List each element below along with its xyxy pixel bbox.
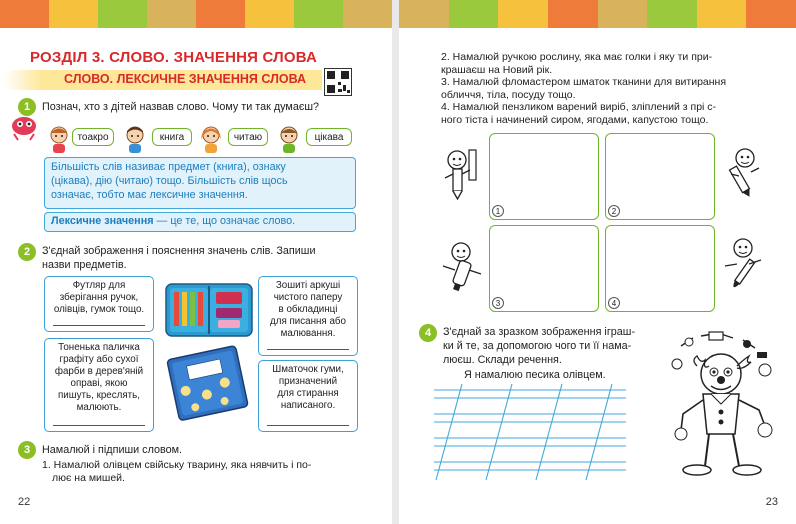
stripe-segment [399, 0, 449, 28]
answer-line[interactable] [53, 325, 145, 326]
clown-with-toys-illustration [661, 330, 787, 482]
pencil-character-icon [439, 148, 483, 200]
drawing-frame-2[interactable] [605, 133, 715, 220]
frame-number: 2 [608, 205, 620, 217]
qr-code-icon[interactable] [324, 68, 352, 96]
color-stripe [0, 0, 392, 28]
list-line: ного тіста і начинений сиром, ягодами, капустою тощо. [441, 113, 709, 126]
color-stripe [399, 0, 796, 28]
task1-text: Познач, хто з дітей назвав слово. Чому ти так думаєш? [42, 101, 320, 113]
right-page [399, 0, 796, 524]
info-line: Більшість слів називає предмет (книга), ознаку [51, 161, 286, 173]
stripe-segment [746, 0, 796, 28]
card-line: олівців, гумок тощо. [53, 304, 145, 315]
card-line: оправі, якою [70, 378, 128, 389]
task-number-1: 1 [18, 98, 36, 116]
definition-card-pencil[interactable] [44, 338, 154, 432]
marker-character-icon [439, 240, 485, 294]
card-line: в обкладинці [278, 304, 338, 315]
left-page [0, 0, 392, 524]
answer-line[interactable] [267, 425, 349, 426]
stripe-segment [647, 0, 697, 28]
stripe-segment [343, 0, 392, 28]
task4-line: З'єднай за зразком зображення іграш- [443, 326, 636, 338]
info-line: (цікава), дію (читаю) тощо. Більшість слів щось [51, 175, 288, 187]
sample-sentence: Я намалюю песика олівцем. [464, 369, 606, 381]
card-line: для стирання [277, 388, 339, 399]
boy-icon [122, 124, 148, 154]
definition-term: Лексичне значення [51, 215, 154, 227]
definition-card-eraser[interactable] [258, 360, 358, 432]
subtitle: СЛОВО. ЛЕКСИЧНЕ ЗНАЧЕННЯ СЛОВА [64, 72, 307, 86]
task3-text: Намалюй і підпиши словом. [42, 444, 183, 456]
definition-text: — це те, що означає слово. [153, 215, 296, 227]
definition-box [44, 212, 356, 232]
card-line: для писання або [270, 316, 346, 327]
girl-icon [198, 124, 224, 154]
card-line: Футляр для [72, 280, 126, 291]
stripe-segment [498, 0, 548, 28]
task4-line: ки й те, за допомогою чого ти її нама- [443, 340, 632, 352]
task3-item-line: 1. Намалюй олівцем свійську тварину, яка нявчить і по- [42, 459, 312, 471]
card-line: Тоненька паличка [58, 342, 140, 353]
brush-character-icon [719, 236, 765, 296]
task-number-4: 4 [419, 324, 437, 342]
writing-lines[interactable] [434, 384, 626, 484]
card-line: малювання. [280, 328, 336, 339]
frame-number: 1 [492, 205, 504, 217]
task2-line: З'єднай зображення і пояснення значень слів. Запиши [42, 245, 316, 257]
card-line: зберігання ручок, [59, 292, 139, 303]
card-line: Зошиті аркуші [275, 280, 341, 291]
info-box [44, 157, 356, 209]
task3-item-1 [42, 459, 311, 485]
info-line: означає, тобто має лексичне значення. [51, 189, 248, 201]
stripe-segment [598, 0, 648, 28]
list-line: крашаєш на Новий рік. [441, 63, 553, 76]
boy-icon [276, 124, 302, 154]
drawing-frame-3[interactable] [489, 225, 599, 312]
definition-card-pencil-case[interactable] [44, 276, 154, 332]
pen-character-icon [721, 146, 765, 200]
card-line: написаного. [280, 400, 336, 411]
stripe-segment [294, 0, 343, 28]
answer-line[interactable] [53, 425, 145, 426]
card-line: малюють. [76, 402, 122, 413]
task2-text [42, 244, 315, 272]
list-line: 3. Намалюй фломастером шматок тканини для витирання [441, 76, 727, 88]
section-title: РОЗДІЛ 3. СЛОВО. ЗНАЧЕННЯ СЛОВА [30, 49, 318, 66]
list-line: 2. Намалюй ручкою рослину, яка має голки і яку ти при- [441, 51, 713, 63]
speech-bubble[interactable]: книга [152, 128, 192, 146]
card-line: Шматочок гуми, [272, 364, 344, 375]
stripe-segment [147, 0, 196, 28]
drawing-frame-4[interactable] [605, 225, 715, 312]
drawing-frame-1[interactable] [489, 133, 599, 220]
pencil-case-illustration [162, 280, 256, 430]
stripe-segment [0, 0, 49, 28]
stripe-segment [196, 0, 245, 28]
stripe-segment [449, 0, 499, 28]
stripe-segment [98, 0, 147, 28]
robot-mascot-icon [8, 112, 40, 142]
frame-number: 3 [492, 297, 504, 309]
speech-bubble[interactable]: читаю [228, 128, 268, 146]
page-number-left: 22 [18, 496, 31, 508]
stripe-segment [49, 0, 98, 28]
card-line: фарби в дерев'яній [54, 366, 144, 377]
card-line: чистого паперу [273, 292, 343, 303]
stripe-segment [245, 0, 294, 28]
task-number-2: 2 [18, 243, 36, 261]
speech-bubble[interactable]: тоакро [72, 128, 114, 146]
girl-icon [46, 124, 72, 154]
task2-line: назви предметів. [42, 259, 127, 271]
task4-line: люєш. Склади речення. [443, 354, 562, 366]
frame-number: 4 [608, 297, 620, 309]
card-line: графіту або сухої [59, 354, 139, 365]
card-line: пишуть, креслять, [58, 390, 140, 401]
list-line: обличчя, тіла, посуду тощо. [441, 88, 576, 101]
speech-bubble[interactable]: цікава [306, 128, 352, 146]
stripe-segment [697, 0, 747, 28]
task4-text [443, 325, 635, 367]
page-number-right: 23 [765, 496, 778, 508]
list-line: 4. Намалюй пензликом варений виріб, зліплений з прі с- [441, 101, 717, 113]
task3-list-continued [441, 51, 726, 126]
definition-card-notebook[interactable] [258, 276, 358, 356]
card-line: призначений [278, 376, 338, 387]
answer-line[interactable] [267, 349, 349, 350]
stripe-segment [548, 0, 598, 28]
task3-item-line: лює на мишей. [52, 472, 125, 484]
task-number-3: 3 [18, 441, 36, 459]
